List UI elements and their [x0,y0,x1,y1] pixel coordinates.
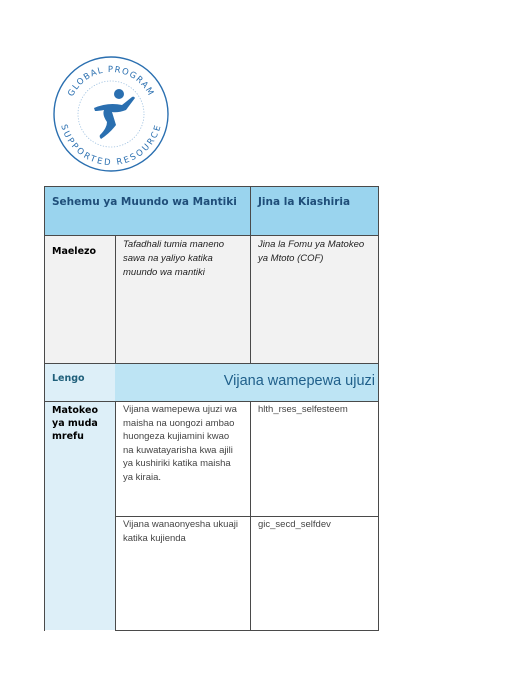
table-border-col1b [115,401,116,631]
matokeo-label-cell [44,401,115,630]
global-program-seal [52,55,170,173]
lengo-label: Lengo [52,373,85,384]
person-figure-icon [94,89,135,139]
lengo-value: Vijana wamepewa ujuzi [223,373,375,389]
lengo-value-cell [115,363,379,401]
table-border-col1a [115,235,116,363]
table-row [115,516,250,630]
table-border-left [44,186,45,631]
outcome-description-1: Vijana wamepewa ujuzi wa maisha na uongozi ambao huongeza kujiamini kwao na kuwatayarisha kwa ajili ya kushiriki katika maisha ya kiraia. [123,404,237,483]
seal-bottom-text: SUPPORTED RESOURCE [58,123,164,168]
svg-text:GLOBAL PROGRAM [66,65,155,98]
maelezo-indicator-cell [250,235,379,363]
seal-top-text: GLOBAL PROGRAM [66,64,156,99]
maelezo-indicator: Jina la Fomu ya Matokeo ya Mtoto (COF) [258,239,365,264]
header-cell-section [44,187,250,235]
table-border-col2b [250,401,251,631]
table-border-row2 [44,363,379,364]
indicator-code-1: hlth_rses_selfesteem [258,404,348,415]
indicator-code-2: gic_secd_selfdev [258,519,331,530]
outcome-description-2: Vijana wanaonyesha ukuaji katika kujienda [123,519,238,544]
matokeo-label: Matokeo ya muda mrefu [52,405,98,442]
maelezo-description: Tafadhali tumia maneno sawa na yaliyo katika muundo wa mantiki [123,239,225,278]
table-border-right [378,186,379,631]
table-border-row3 [44,401,379,402]
lengo-label-cell [44,363,115,401]
maelezo-description-cell [115,235,250,363]
table-border-bottom [115,630,379,631]
table-border-top [44,186,379,187]
header-indicator-label: Jina la Kiashiria [258,196,351,208]
table-border-col2a [250,186,251,363]
indicator-cell-1 [250,401,379,516]
maelezo-label-cell [44,235,115,363]
table-border-row1 [44,235,379,236]
table-row [115,401,250,516]
header-section-label: Sehemu ya Muundo wa Mantiki [52,196,237,208]
indicator-cell-2 [250,516,379,630]
table-border-row4 [115,516,379,517]
header-cell-indicator [250,187,379,235]
maelezo-label: Maelezo [52,246,97,257]
